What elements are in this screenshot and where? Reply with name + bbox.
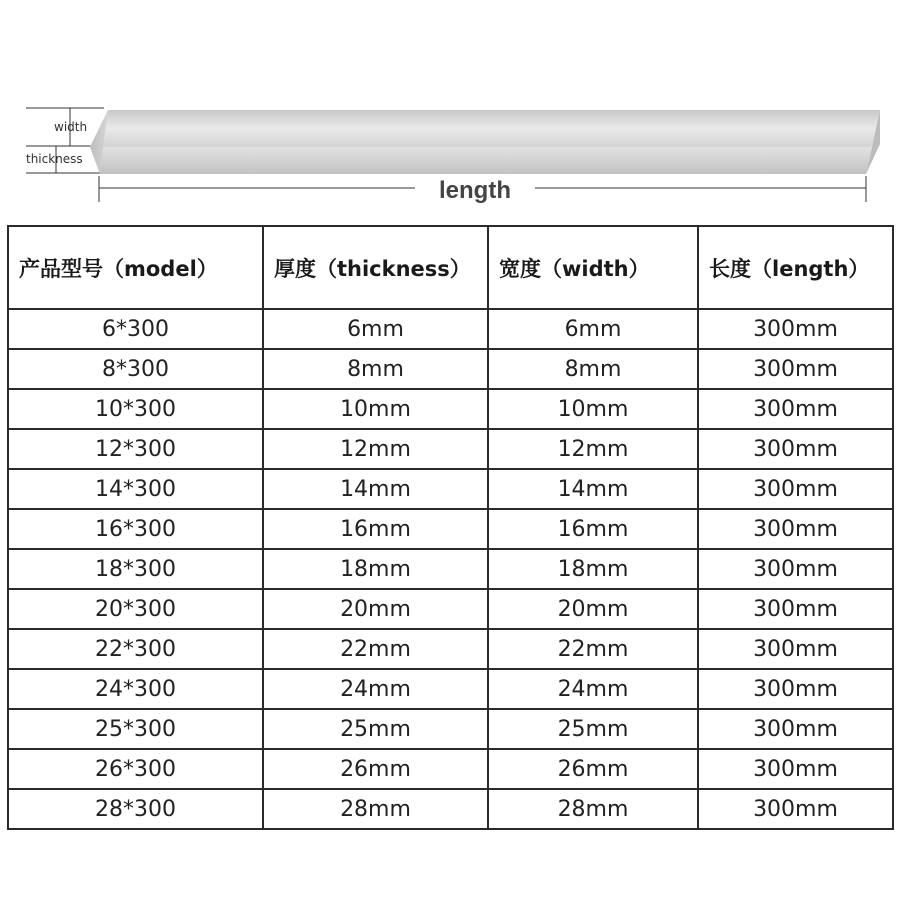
cell-length: 300mm (698, 789, 893, 829)
cell-model: 8*300 (8, 349, 263, 389)
cell-model: 25*300 (8, 709, 263, 749)
cell-thickness: 16mm (263, 509, 488, 549)
product-diagram (0, 0, 900, 215)
cell-thickness: 28mm (263, 789, 488, 829)
cell-length: 300mm (698, 549, 893, 589)
cell-width: 12mm (488, 429, 698, 469)
cell-width: 14mm (488, 469, 698, 509)
cell-length: 300mm (698, 669, 893, 709)
table-row (8, 669, 893, 709)
cell-width: 6mm (488, 309, 698, 349)
header-length: 长度（length） (698, 226, 893, 309)
length-label: length (415, 177, 535, 205)
cell-width: 24mm (488, 669, 698, 709)
cell-model: 22*300 (8, 629, 263, 669)
cell-length: 300mm (698, 629, 893, 669)
cell-width: 28mm (488, 789, 698, 829)
cell-model: 6*300 (8, 309, 263, 349)
cell-length: 300mm (698, 429, 893, 469)
cell-length: 300mm (698, 509, 893, 549)
cell-model: 18*300 (8, 549, 263, 589)
steel-bar-image (90, 110, 880, 174)
table-row (8, 389, 893, 429)
cell-length: 300mm (698, 589, 893, 629)
cell-model: 24*300 (8, 669, 263, 709)
cell-thickness: 14mm (263, 469, 488, 509)
cell-thickness: 8mm (263, 349, 488, 389)
cell-model: 12*300 (8, 429, 263, 469)
spec-table-header (8, 226, 893, 309)
cell-width: 16mm (488, 509, 698, 549)
table-row (8, 629, 893, 669)
cell-width: 22mm (488, 629, 698, 669)
cell-length: 300mm (698, 749, 893, 789)
spec-table-body (8, 309, 893, 829)
bar-top-face (90, 110, 880, 147)
table-row (8, 509, 893, 549)
cell-model: 16*300 (8, 509, 263, 549)
header-row (8, 226, 893, 309)
table-row (8, 589, 893, 629)
cell-length: 300mm (698, 709, 893, 749)
cell-thickness: 20mm (263, 589, 488, 629)
table-row (8, 349, 893, 389)
cell-model: 26*300 (8, 749, 263, 789)
cell-width: 20mm (488, 589, 698, 629)
cell-model: 28*300 (8, 789, 263, 829)
cell-thickness: 26mm (263, 749, 488, 789)
cell-length: 300mm (698, 309, 893, 349)
cell-thickness: 10mm (263, 389, 488, 429)
cell-thickness: 6mm (263, 309, 488, 349)
table-row (8, 549, 893, 589)
cell-width: 26mm (488, 749, 698, 789)
cell-thickness: 12mm (263, 429, 488, 469)
cell-thickness: 24mm (263, 669, 488, 709)
cell-thickness: 25mm (263, 709, 488, 749)
spec-table (7, 225, 894, 830)
cell-thickness: 18mm (263, 549, 488, 589)
bar-side-face (90, 147, 872, 174)
cell-length: 300mm (698, 349, 893, 389)
header-width: 宽度（width） (488, 226, 698, 309)
table-row (8, 429, 893, 469)
cell-width: 25mm (488, 709, 698, 749)
header-thickness: 厚度（thickness） (263, 226, 488, 309)
cell-model: 10*300 (8, 389, 263, 429)
cell-width: 18mm (488, 549, 698, 589)
cell-model: 20*300 (8, 589, 263, 629)
cell-length: 300mm (698, 469, 893, 509)
cell-length: 300mm (698, 389, 893, 429)
header-model: 产品型号（model） (8, 226, 263, 309)
cell-width: 8mm (488, 349, 698, 389)
thickness-label: thickness (26, 152, 83, 166)
table-row (8, 309, 893, 349)
table-row (8, 749, 893, 789)
table-row (8, 709, 893, 749)
table-row (8, 469, 893, 509)
cell-width: 10mm (488, 389, 698, 429)
cell-thickness: 22mm (263, 629, 488, 669)
cell-model: 14*300 (8, 469, 263, 509)
width-label: width (54, 120, 88, 134)
table-row (8, 789, 893, 829)
